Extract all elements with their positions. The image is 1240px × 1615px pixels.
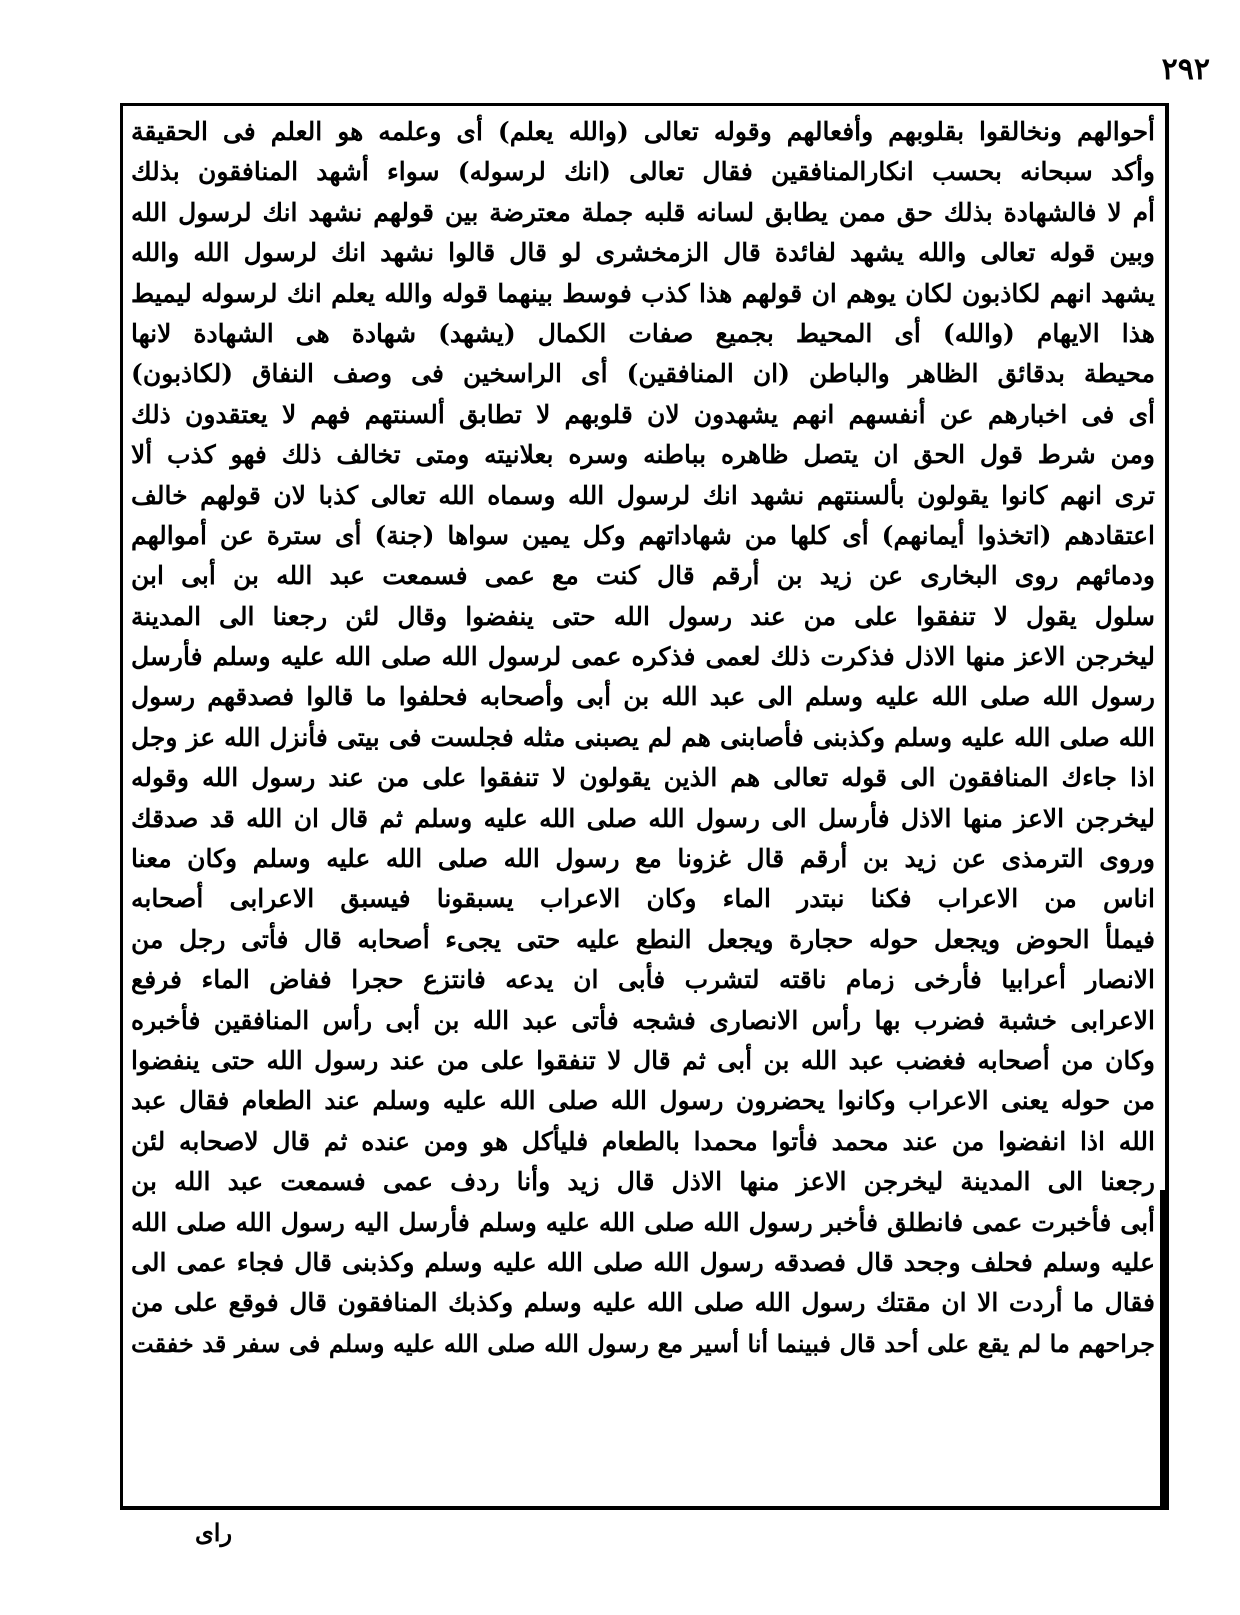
- frame-shadow: [1160, 1190, 1168, 1510]
- text-line: الانصار أعرابيا فأرخى زمام ناقته لتشرب فأبى ان يدعه فانتزع حجرا ففاض الماء فرفع: [131, 965, 1155, 995]
- text-line: وبين قوله تعالى والله يشهد لفائدة قال الزمخشرى لو قال قالوا نشهد انك لرسول الله والله: [131, 238, 1155, 268]
- text-line: رجعنا الى المدينة ليخرجن الاعز منها الاذل قال زيد وأنا ردف عمى فسمعت عبد الله بن: [131, 1167, 1155, 1197]
- text-line: عليه وسلم فحلف وجحد قال فصدقه رسول الله صلى الله عليه وسلم وكذبنى قال فجاء عمى الى: [131, 1247, 1155, 1277]
- text-line: فقال ما أردت الا ان مقتك رسول الله صلى الله عليه وسلم وكذبك المنافقون قال فوقع على من: [131, 1288, 1155, 1318]
- text-line: اذا جاءك المنافقون الى قوله تعالى هم الذين يقولون لا تنفقوا على من عند رسول الله وقوله: [131, 763, 1155, 793]
- text-line: ليخرجن الاعز منها الاذل فأرسل الى رسول الله صلى الله عليه وسلم ثم قال ان الله قد صدقك: [131, 803, 1155, 833]
- text-line: وروى الترمذى عن زيد بن أرقم قال غزونا مع رسول الله صلى الله عليه وسلم وكان معنا: [131, 844, 1155, 874]
- text-line: رسول الله صلى الله عليه وسلم الى عبد الله بن أبى وأصحابه فحلفوا ما قالوا فصدقهم رسول: [131, 682, 1155, 712]
- text-line: الله صلى الله عليه وسلم وكذبنى فأصابنى هم لم يصبنى مثله فجلست فى بيتى فأنزل الله عز وجل: [131, 722, 1155, 752]
- text-line: يشهد انهم لكاذبون لكان يوهم ان قولهم هذا كذب فوسط بينهما قوله والله يعلم انك لرسوله ليميط: [131, 278, 1155, 308]
- text-frame: [120, 103, 1169, 1510]
- text-line: أحوالهم ونخالقوا بقلوبهم وأفعالهم وقوله تعالى (والله يعلم) أى وعلمه هو العلم فى الحقيقة: [131, 117, 1155, 146]
- text-line: من حوله يعنى الاعراب وكانوا يحضرون رسول الله صلى الله عليه وسلم عند الطعام فقال عبد: [131, 1086, 1155, 1116]
- text-line: اناس من الاعراب فكنا نبتدر الماء وكان الاعراب يسبقونا فيسبق الاعرابى أصحابه: [131, 884, 1155, 914]
- text-line: وكان من أصحابه فغضب عبد الله بن أبى ثم قال لا تنفقوا على من عند رسول الله حتى ينفضوا: [131, 1045, 1155, 1075]
- text-line: أبى فأخبرت عمى فانطلق فأخبر رسول الله صلى الله عليه وسلم فأرسل اليه رسول الله صلى الله: [131, 1207, 1155, 1237]
- text-line: فيملأ الحوض ويجعل حوله حجارة ويجعل النطع عليه حتى يجىء أصحابه قال فأتى رجل من: [131, 924, 1155, 954]
- text-line: ليخرجن الاعز منها الاذل فذكرت ذلك لعمى فذكره عمى لرسول الله صلى الله عليه وسلم فأرسل: [131, 642, 1155, 672]
- text-line: ومن شرط قول الحق ان يتصل ظاهره بباطنه وسره بعلانيته ومتى تخالف ذلك فهو كذب ألا: [131, 440, 1155, 470]
- text-line: أى فى اخبارهم عن أنفسهم انهم يشهدون لان قلوبهم لا تطابق ألسنتهم فهم لا يعتقدون ذلك: [131, 399, 1155, 429]
- text-line: جراحهم ما لم يقع على أحد قال فبينما أنا أسير مع رسول الله صلى الله عليه وسلم فى سفر قد خفقت: [131, 1328, 1155, 1358]
- page-number: ٢٩٢: [1161, 52, 1210, 87]
- text-line: وأكد سبحانه بحسب انكارالمنافقين فقال تعالى (انك لرسوله) سواء أشهد المنافقون بذلك: [131, 157, 1155, 187]
- text-line: الله اذا انفضوا من عند محمد فأتوا محمدا بالطعام فليأكل هو ومن عنده ثم قال لاصحابه لئن: [131, 1126, 1155, 1156]
- text-line: محيطة بدقائق الظاهر والباطن (ان المنافقين) أى الراسخين فى وصف النفاق (لكاذبون): [131, 359, 1155, 389]
- text-line: ترى انهم كانوا يقولون بألسنتهم نشهد انك لرسول الله وسماه الله تعالى كذبا لان قولهم خالف: [131, 480, 1155, 510]
- text-line: هذا الايهام (والله) أى المحيط بجميع صفات الكمال (يشهد) شهادة هى الشهادة لانها: [131, 318, 1155, 348]
- text-line: سلول يقول لا تنفقوا على من عند رسول الله حتى ينفضوا وقال لئن رجعنا الى المدينة: [131, 601, 1155, 631]
- text-body: [131, 112, 1155, 1500]
- catchword: راى: [195, 1518, 233, 1547]
- text-line: أم لا فالشهادة بذلك حق ممن يطابق لسانه قلبه جملة معترضة بين قولهم نشهد انك لرسول الله: [131, 197, 1155, 227]
- text-line: ودمائهم روى البخارى عن زيد بن أرقم قال كنت مع عمى فسمعت عبد الله بن أبى ابن: [131, 561, 1155, 591]
- text-line: الاعرابى خشبة فضرب بها رأس الانصارى فشجه فأتى عبد الله بن أبى رأس المنافقين فأخبره: [131, 1005, 1155, 1035]
- text-line: اعتقادهم (اتخذوا أيمانهم) أى كلها من شهاداتهم وكل يمين سواها (جنة) أى سترة عن أموالهم: [131, 520, 1155, 550]
